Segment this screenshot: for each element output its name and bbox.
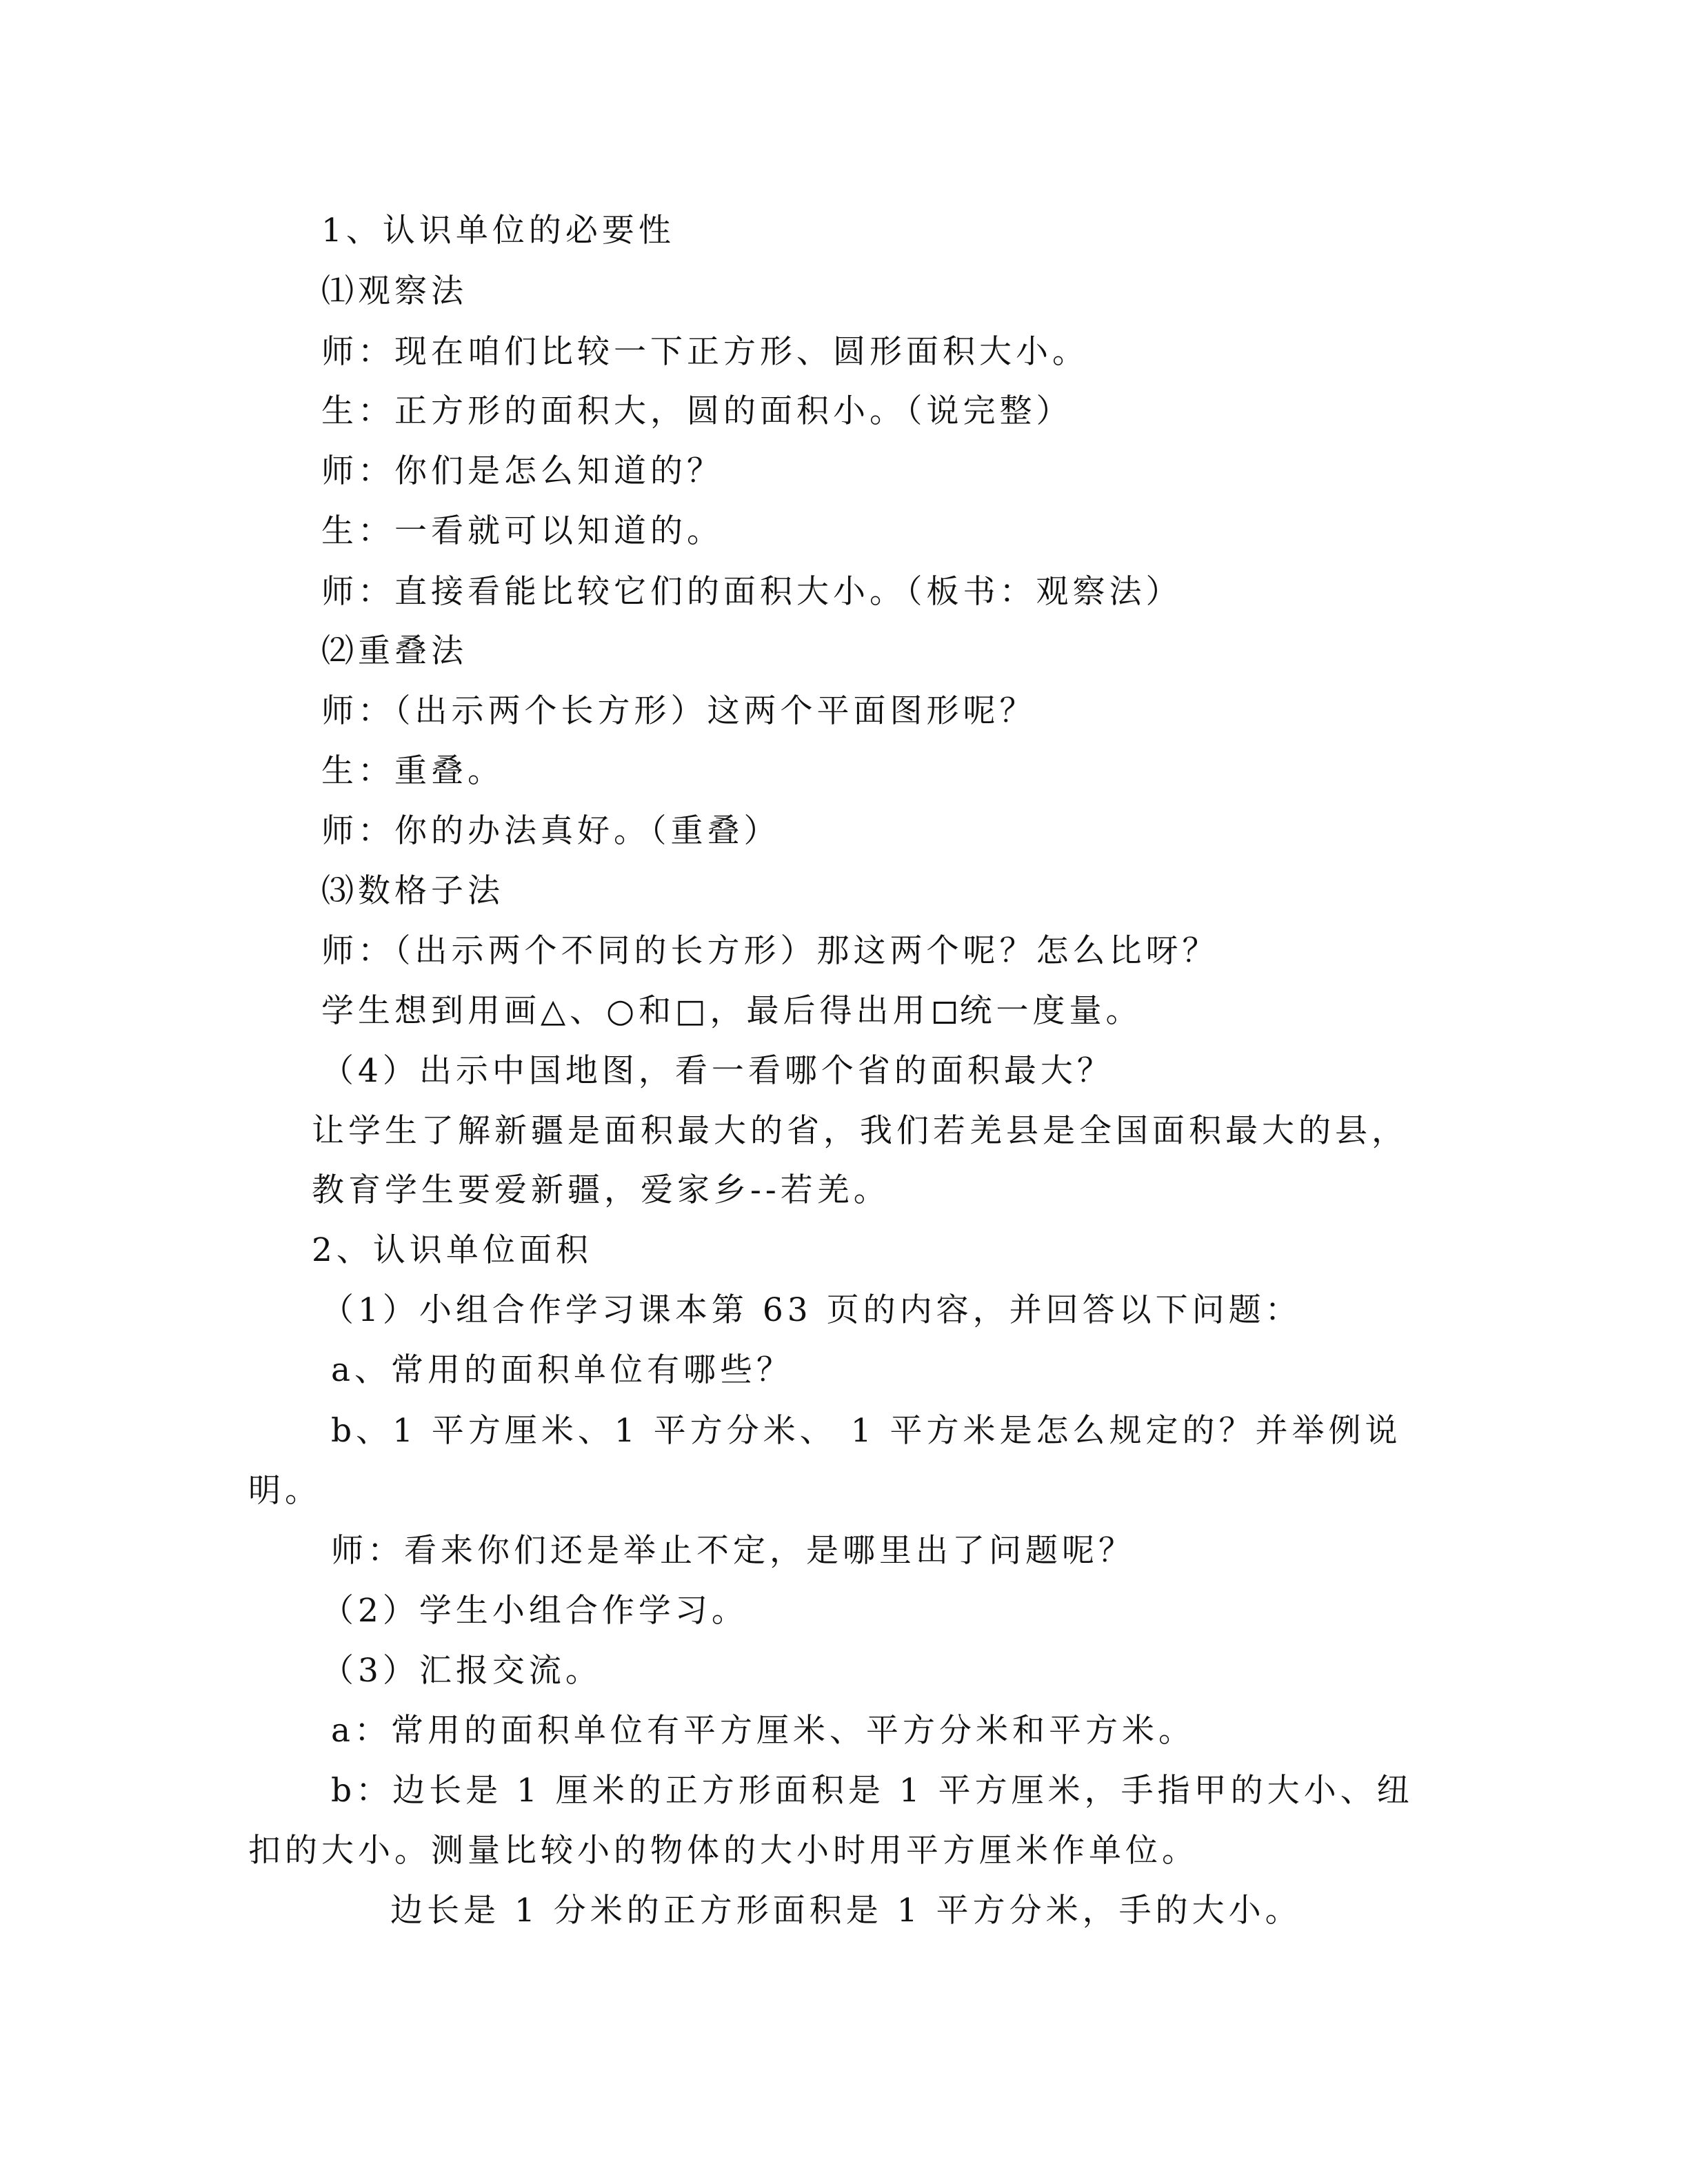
text-segment: 学生想到用画△、○和□，最后得出用 bbox=[321, 992, 930, 1030]
text-segment: 统一度量。 bbox=[959, 992, 1143, 1030]
text-line: （1）小组合作学习课本第 63 页的内容，并回答以下问题： bbox=[321, 1291, 1302, 1329]
heading-2: 2、认识单位面积 bbox=[312, 1231, 592, 1269]
text-line: 生：一看就可以知道的。 bbox=[321, 512, 723, 550]
text-line: 师：（出示两个不同的长方形）那这两个呢？怎么比呀？ bbox=[321, 932, 1219, 970]
text-line: 师：现在咱们比较一下正方形、圆形面积大小。 bbox=[321, 333, 1089, 371]
text-line: （2）学生小组合作学习。 bbox=[321, 1592, 748, 1630]
text-line: （4）出示中国地图，看一看哪个省的面积最大？ bbox=[321, 1052, 1114, 1090]
text-line: 生：重叠。 bbox=[321, 752, 504, 790]
text-line: 师：直接看能比较它们的面积大小。（板书：观察法） bbox=[321, 573, 1183, 611]
text-line: 教育学生要爱新疆，爱家乡--若羌。 bbox=[312, 1171, 890, 1209]
text-line: 师：你们是怎么知道的？ bbox=[321, 452, 723, 490]
text-line: 生：正方形的面积大，圆的面积小。（说完整） bbox=[321, 392, 1073, 430]
text-line: 边长是 1 分米的正方形面积是 1 平方分米，手的大小。 bbox=[390, 1892, 1302, 1930]
text-line-with-square bbox=[321, 991, 1143, 1032]
subheading-observation: ⑴观察法 bbox=[321, 272, 468, 310]
square-symbol-icon bbox=[934, 1002, 956, 1024]
text-line: a、常用的面积单位有哪些？ bbox=[331, 1351, 794, 1389]
text-line: 师：（出示两个长方形）这两个平面图形呢？ bbox=[321, 692, 1036, 730]
heading-1: 1、认识单位的必要性 bbox=[321, 212, 675, 250]
text-line: 明。 bbox=[248, 1472, 321, 1510]
text-line: a：常用的面积单位有平方厘米、平方分米和平方米。 bbox=[331, 1712, 1196, 1750]
text-line: 师：看来你们还是举止不定，是哪里出了问题呢？ bbox=[331, 1532, 1135, 1570]
text-line: 扣的大小。测量比较小的物体的大小时用平方厘米作单位。 bbox=[248, 1832, 1198, 1870]
subheading-overlap: ⑵重叠法 bbox=[321, 632, 468, 670]
subheading-grid-count: ⑶数格子法 bbox=[321, 872, 504, 910]
text-line: 师：你的办法真好。（重叠） bbox=[321, 812, 781, 850]
text-line: b、1 平方厘米、1 平方分米、 1 平方米是怎么规定的？并举例说 bbox=[331, 1412, 1402, 1450]
text-line: （3）汇报交流。 bbox=[321, 1652, 602, 1690]
text-line: b：边长是 1 厘米的正方形面积是 1 平方厘米，手指甲的大小、纽 bbox=[331, 1772, 1414, 1810]
text-line: 让学生了解新疆是面积最大的省，我们若羌县是全国面积最大的县， bbox=[312, 1112, 1408, 1150]
